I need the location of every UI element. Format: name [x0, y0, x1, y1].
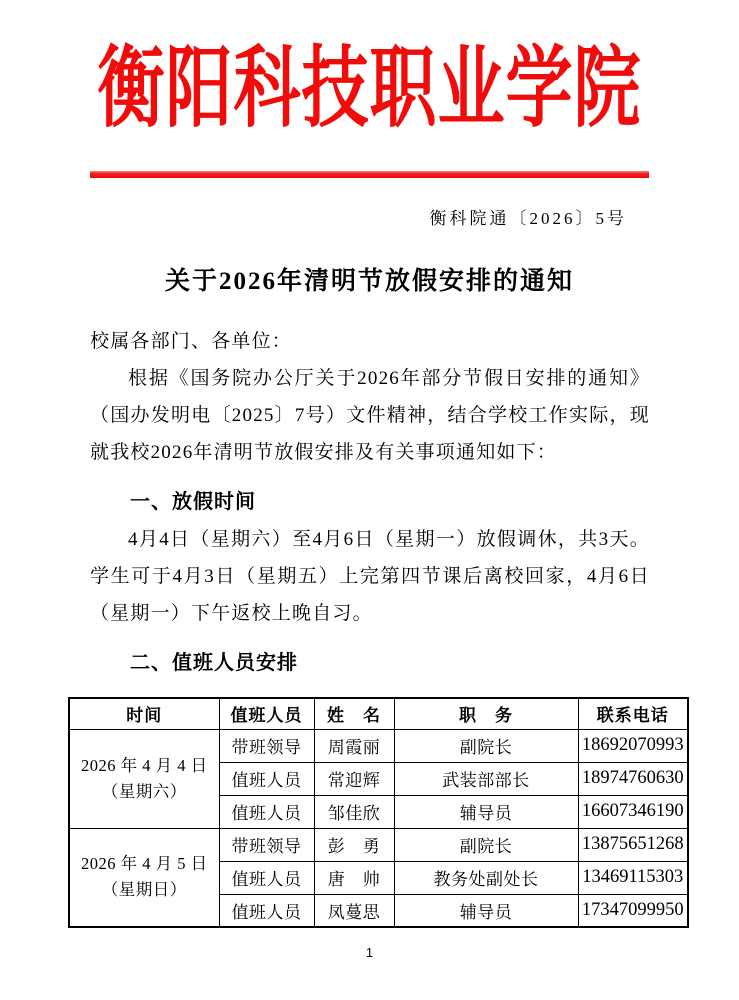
person-position: 辅导员	[394, 894, 578, 927]
col-header-duty-role: 值班人员	[219, 698, 314, 729]
notice-body	[90, 323, 650, 682]
duty-role: 带班领导	[219, 729, 314, 762]
person-position: 副院长	[394, 729, 578, 762]
duty-role: 值班人员	[219, 861, 314, 894]
doc-number: 衡科院通〔2026〕5号	[429, 209, 627, 228]
person-position: 教务处副处长	[394, 861, 578, 894]
person-name: 凤蔓思	[314, 894, 394, 927]
person-name: 唐 帅	[314, 861, 394, 894]
salutation: 校属各部门、各单位：	[90, 331, 293, 352]
masthead	[0, 0, 739, 139]
table-header-row	[69, 698, 688, 729]
intro-paragraph: 根据《国务院办公厅关于2026年部分节假日安排的通知》（国办发明电〔2025〕7号）文件精神，结合学校工作实际，现就我校2026年清明节放假安排及有关事项通知如下：	[90, 368, 650, 463]
table-row	[69, 828, 688, 861]
date-line-1: 2026 年 4 月 4 日	[80, 755, 208, 775]
person-name: 周霞丽	[314, 729, 394, 762]
date-cell-april-4	[69, 729, 219, 828]
person-name: 彭 勇	[314, 828, 394, 861]
duty-role: 值班人员	[219, 894, 314, 927]
page-number: 1	[365, 945, 374, 960]
date-line-2: （星期日）	[101, 880, 187, 900]
person-phone: 18974760630	[578, 762, 688, 795]
person-position: 武装部部长	[394, 762, 578, 795]
date-line-1: 2026 年 4 月 5 日	[80, 854, 208, 874]
school-name: 衡阳科技职业学院	[97, 40, 642, 139]
notice-title: 关于2026年清明节放假安排的通知	[164, 268, 574, 295]
date-cell-april-5	[69, 828, 219, 927]
col-header-phone: 联系电话	[578, 698, 688, 729]
col-header-position: 职 务	[394, 698, 578, 729]
table-row	[69, 729, 688, 762]
person-phone: 16607346190	[578, 795, 688, 828]
section-1-paragraph: 4月4日（星期六）至4月6日（星期一）放假调休，共3天。学生可于4月3日（星期五）上完第四节课后离校回家，4月6日（星期一）下午返校上晚自习。	[90, 529, 650, 624]
date-line-2: （星期六）	[101, 781, 187, 801]
person-phone: 18692070993	[578, 729, 688, 762]
section-2-heading: 二、值班人员安排	[130, 652, 298, 674]
duty-role: 带班领导	[219, 828, 314, 861]
col-header-time: 时间	[69, 698, 219, 729]
person-name: 邹佳欣	[314, 795, 394, 828]
person-name: 常迎辉	[314, 762, 394, 795]
duty-roster-table	[68, 697, 689, 928]
person-position: 辅导员	[394, 795, 578, 828]
col-header-name: 姓 名	[314, 698, 394, 729]
red-divider-rule	[90, 171, 649, 178]
duty-role: 值班人员	[219, 795, 314, 828]
person-position: 副院长	[394, 828, 578, 861]
person-phone: 13875651268	[578, 828, 688, 861]
section-1-heading: 一、放假时间	[130, 491, 256, 513]
person-phone: 17347099950	[578, 894, 688, 927]
duty-role: 值班人员	[219, 762, 314, 795]
person-phone: 13469115303	[578, 861, 688, 894]
